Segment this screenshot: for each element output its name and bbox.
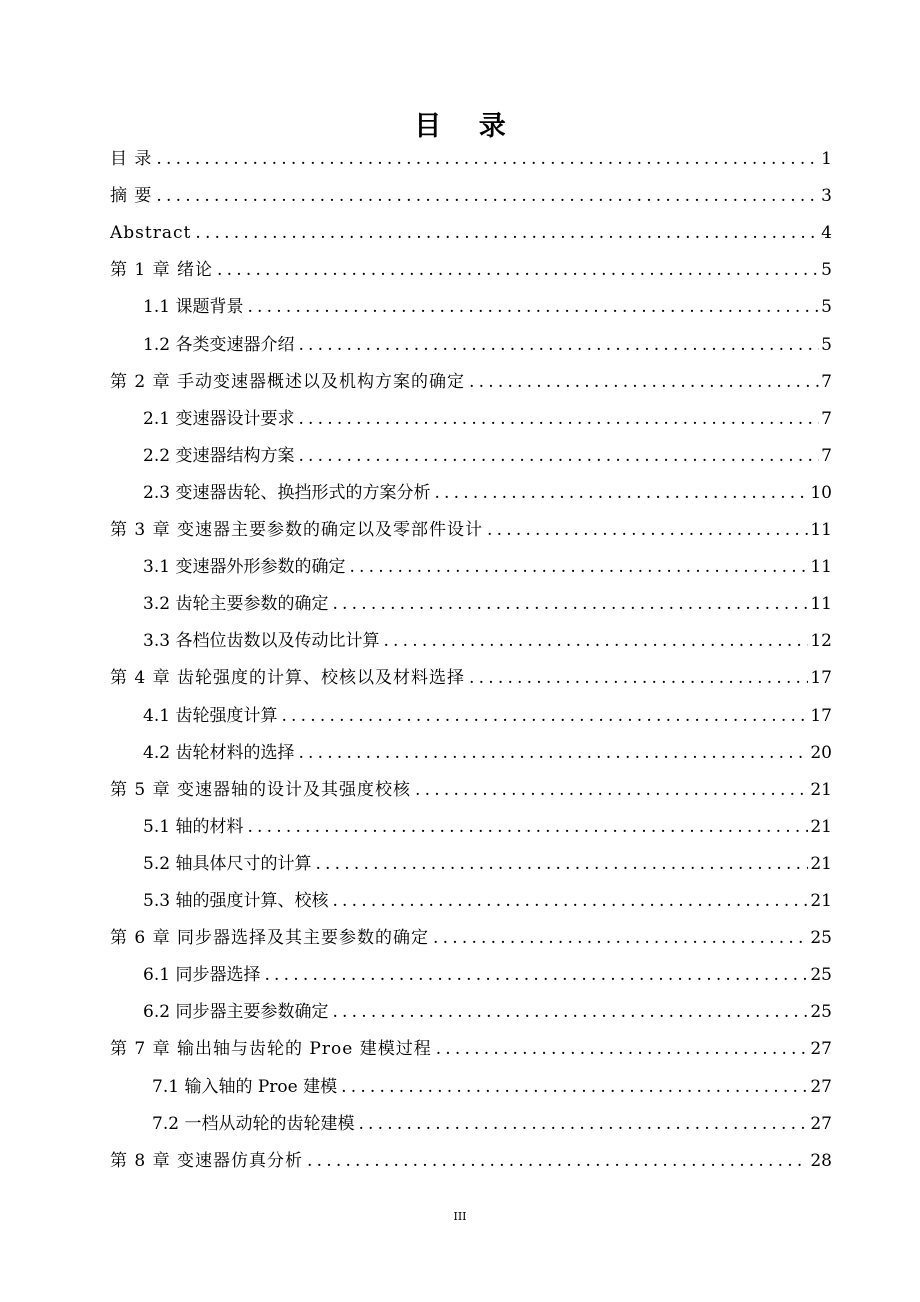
toc-entry-label: 2.1 变速器设计要求: [143, 408, 295, 429]
toc-entry-label: 7.2 一档从动轮的齿轮建模: [152, 1113, 355, 1134]
toc-leader-dots: [332, 999, 808, 1025]
toc-entry-page: 7: [821, 371, 832, 392]
toc-entry-page: 28: [810, 1150, 832, 1171]
toc-entry-label: 4.2 齿轮材料的选择: [143, 742, 295, 763]
toc-entry-label: 第 6 章 同步器选择及其主要参数的确定: [110, 928, 430, 949]
toc-entry[interactable]: [110, 1036, 832, 1062]
toc-entry-label: 2.3 变速器齿轮、换挡形式的方案分析: [143, 482, 431, 503]
toc-entry[interactable]: [110, 183, 832, 209]
toc-entry-label: 第 5 章 变速器轴的设计及其强度校核: [110, 779, 412, 800]
toc-entry[interactable]: [143, 480, 832, 506]
page-title: 目 录: [414, 111, 520, 142]
toc-entry[interactable]: [110, 517, 832, 543]
toc-leader-dots: [341, 1074, 808, 1100]
toc-leader-dots: [298, 740, 808, 766]
toc-leader-dots: [383, 628, 808, 654]
toc-entry[interactable]: [143, 591, 832, 617]
toc-leader-dots: [332, 888, 808, 914]
toc-entry-page: 21: [810, 891, 832, 911]
toc-entry-page: 7: [821, 445, 832, 466]
toc-entry-page: 21: [810, 853, 832, 874]
toc-leader-dots: [195, 220, 819, 246]
toc-entry-label: 第 3 章 变速器主要参数的确定以及零部件设计: [110, 520, 484, 540]
toc-entry-label: 2.2 变速器结构方案: [143, 445, 295, 466]
toc-entry[interactable]: [110, 369, 832, 395]
toc-entry-label: 1.2 各类变速器介绍: [143, 334, 295, 355]
toc-entry-page: 3: [821, 186, 832, 207]
toc-entry[interactable]: [143, 888, 832, 914]
toc-entry-label: 摘 要: [110, 186, 153, 207]
toc-entry[interactable]: [152, 1074, 832, 1100]
toc-entry-page: 21: [810, 816, 832, 837]
toc-entry[interactable]: [143, 851, 832, 877]
toc-entry-label: 第 4 章 齿轮强度的计算、校核以及材料选择: [110, 668, 466, 689]
toc-entry-page: 21: [810, 779, 832, 800]
toc-entry-page: 27: [810, 1039, 832, 1060]
toc-entry[interactable]: [110, 925, 832, 951]
toc-entry-page: 12: [810, 631, 832, 652]
toc-entry-label: 第 1 章 绪论: [110, 260, 214, 281]
toc-entry[interactable]: [143, 406, 832, 432]
toc-leader-dots: [156, 183, 819, 209]
toc-entry[interactable]: [143, 999, 832, 1025]
toc-leader-dots: [264, 962, 808, 988]
toc-entry[interactable]: [152, 1111, 832, 1137]
toc-entry-page: 5: [821, 334, 832, 355]
toc-entry[interactable]: [143, 814, 832, 840]
toc-entry[interactable]: [110, 220, 832, 246]
toc-entry[interactable]: [143, 628, 832, 654]
toc-leader-dots: [307, 1148, 808, 1174]
toc-entry-page: 5: [821, 260, 832, 281]
toc-entry-label: 第 8 章 变速器仿真分析: [110, 1150, 304, 1171]
toc-entry-label: 第 7 章 输出轴与齿轮的 Proe 建模过程: [110, 1039, 432, 1060]
toc-entry-label: 5.2 轴具体尺寸的计算: [143, 853, 312, 874]
toc-entry[interactable]: [110, 146, 832, 172]
toc-entry-page: 11: [810, 594, 832, 615]
toc-leader-dots: [247, 294, 819, 320]
toc-leader-dots: [469, 665, 808, 691]
toc-leader-dots: [298, 332, 819, 358]
toc-entry-label: 4.1 齿轮强度计算: [143, 705, 278, 726]
toc-entry-page: 5: [821, 297, 832, 318]
toc-entry-page: 27: [810, 1076, 832, 1097]
toc-leader-dots: [415, 777, 808, 803]
toc-entry-page: 20: [810, 742, 832, 763]
toc-entry[interactable]: [110, 665, 832, 691]
page-number: III: [453, 1210, 467, 1223]
toc-leader-dots: [217, 257, 819, 283]
toc-entry[interactable]: [143, 962, 832, 988]
toc-entry-label: 3.2 齿轮主要参数的确定: [143, 594, 329, 615]
toc-entry[interactable]: [143, 332, 832, 358]
toc-leader-dots: [332, 591, 808, 617]
toc-entry-label: Abstract: [110, 223, 192, 244]
toc-entry-label: 1.1 课题背景: [143, 297, 244, 318]
toc-leader-dots: [247, 814, 808, 840]
toc-leader-dots: [358, 1111, 808, 1137]
toc-entry-page: 25: [810, 928, 832, 949]
toc-entry-page: 11: [810, 557, 832, 578]
toc-entry[interactable]: [110, 777, 832, 803]
toc-entry[interactable]: [143, 703, 832, 729]
toc-entry-page: 25: [810, 965, 832, 986]
toc-entry-page: 10: [810, 482, 832, 503]
toc-entry-page: 7: [821, 408, 832, 429]
toc-leader-dots: [156, 146, 819, 172]
toc-entry-page: 4: [821, 223, 832, 244]
toc-entry-page: 17: [810, 705, 832, 726]
toc-entry-label: 6.1 同步器选择: [143, 965, 261, 986]
toc-entry[interactable]: [143, 294, 832, 320]
toc-entry-page: 11: [810, 520, 832, 540]
toc-leader-dots: [298, 406, 819, 432]
toc-entry-label: 5.3 轴的强度计算、校核: [143, 891, 329, 911]
toc-entry-page: 25: [810, 1002, 832, 1023]
toc-leader-dots: [281, 703, 808, 729]
toc-entry-page: 27: [810, 1113, 832, 1134]
toc-leader-dots: [434, 480, 808, 506]
toc-entry-label: 6.2 同步器主要参数确定: [143, 1002, 329, 1023]
toc-entry[interactable]: [110, 1148, 832, 1174]
toc-entry-label: 5.1 轴的材料: [143, 816, 244, 837]
toc-leader-dots: [298, 443, 819, 469]
toc-entry[interactable]: [143, 443, 832, 469]
toc-leader-dots: [433, 925, 808, 951]
toc-entry-label: 3.3 各档位齿数以及传动比计算: [143, 631, 380, 652]
toc-entry-label: 第 2 章 手动变速器概述以及机构方案的确定: [110, 371, 466, 392]
toc-entry-page: 17: [810, 668, 832, 689]
toc-entry-label: 7.1 输入轴的 Proe 建模: [152, 1076, 338, 1097]
toc-leader-dots: [315, 851, 808, 877]
toc-entry[interactable]: [143, 740, 832, 766]
toc-entry-label: 目 录: [110, 149, 153, 169]
toc-entry[interactable]: [143, 554, 832, 580]
toc-entry[interactable]: [110, 257, 832, 283]
toc-entry-label: 3.1 变速器外形参数的确定: [143, 557, 346, 578]
toc-leader-dots: [487, 517, 808, 543]
toc-leader-dots: [436, 1036, 809, 1062]
toc-entry-page: 1: [821, 149, 832, 169]
toc-leader-dots: [469, 369, 819, 395]
toc-leader-dots: [349, 554, 808, 580]
